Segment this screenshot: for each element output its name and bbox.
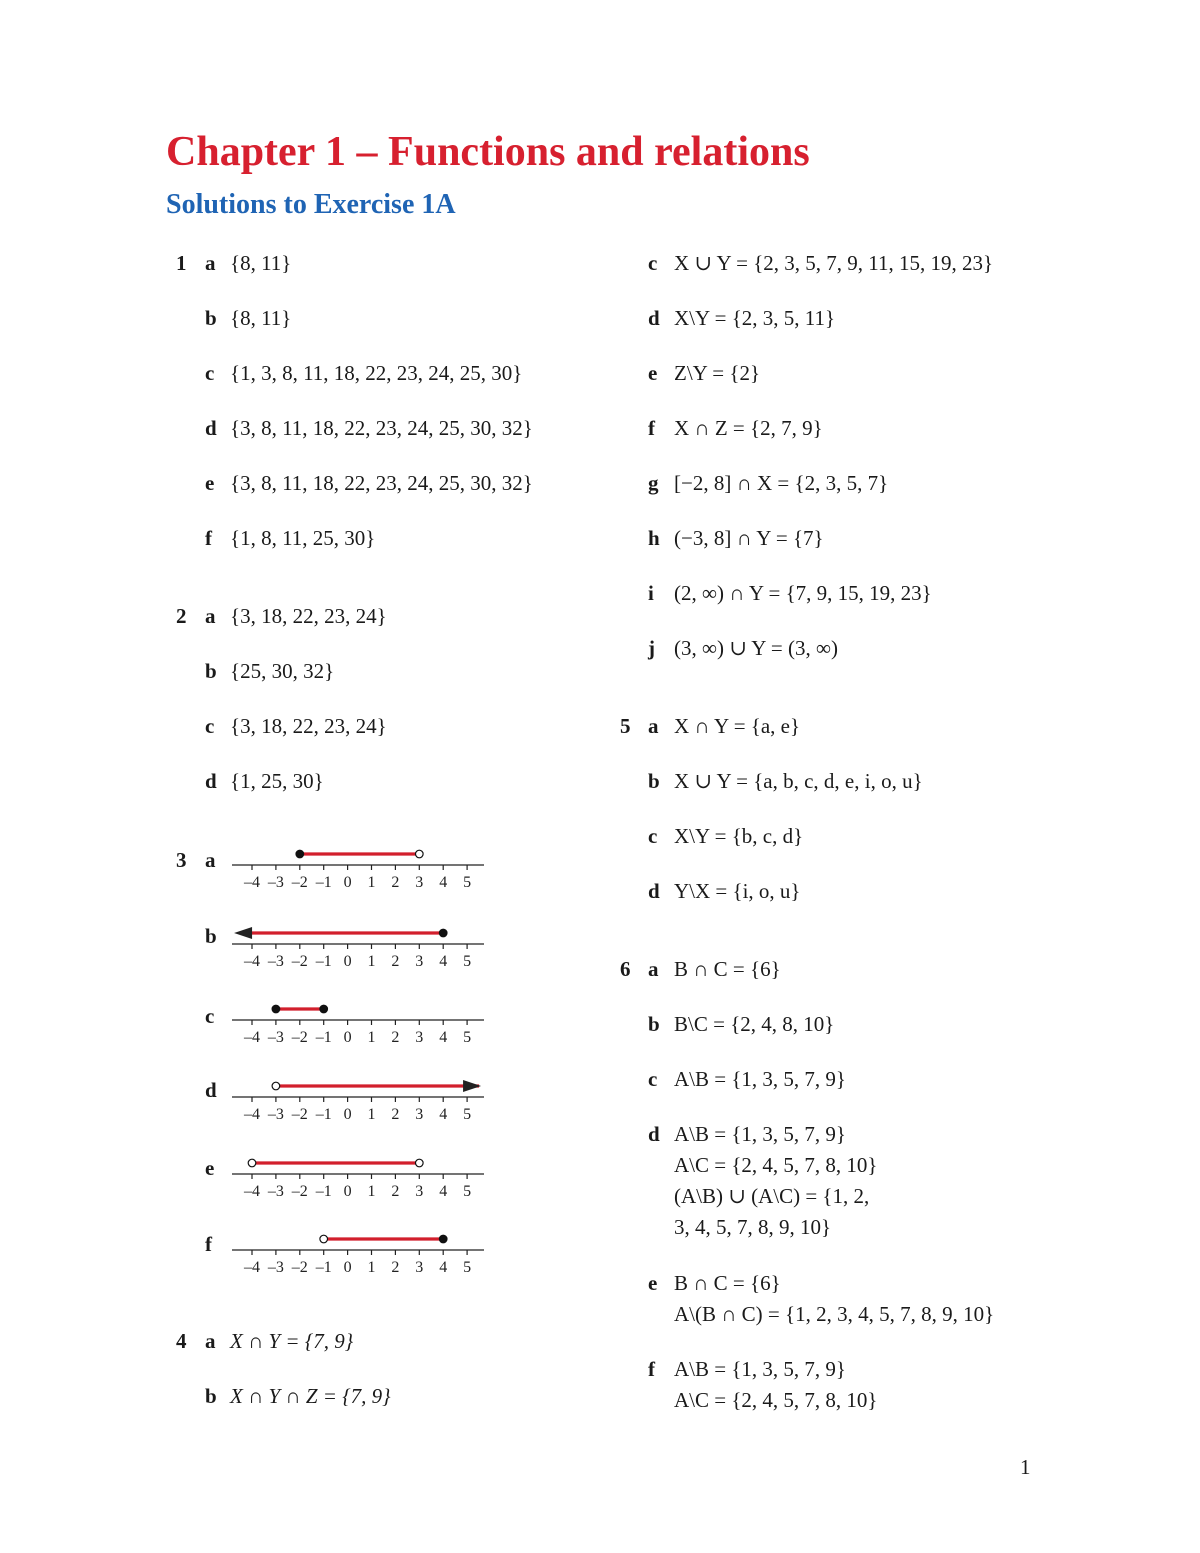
part-label: e	[648, 1271, 658, 1295]
closed-endpoint	[320, 1005, 328, 1013]
tick-label: 4	[439, 1259, 448, 1274]
answer-text: {1, 8, 11, 25, 30}	[230, 526, 376, 550]
answer-text: {3, 8, 11, 18, 22, 23, 24, 25, 30, 32}	[230, 471, 533, 495]
tick-label: 4	[439, 1183, 448, 1198]
part-label: d	[205, 416, 217, 440]
right-arrow	[463, 1080, 481, 1092]
answer-text-continued: A\C = {2, 4, 5, 7, 8, 10}	[674, 1388, 878, 1412]
answer-text: [−2, 8] ∩ X = {2, 3, 5, 7}	[674, 471, 889, 495]
number-line-d	[230, 1075, 486, 1121]
tick-label: 1	[367, 874, 376, 889]
tick-label: 1	[367, 953, 376, 968]
tick-label: –1	[315, 874, 332, 889]
number-line-f	[230, 1228, 486, 1274]
closed-endpoint	[439, 929, 447, 937]
part-label: b	[205, 659, 217, 683]
tick-label: 0	[343, 1259, 352, 1274]
part-label: c	[205, 714, 215, 738]
part-label: a	[648, 714, 659, 738]
question-number-1: 1	[176, 251, 187, 275]
answer-text: X ∩ Y = {7, 9}	[230, 1329, 354, 1353]
part-label: b	[205, 924, 217, 948]
question-number-5: 5	[620, 714, 631, 738]
answer-text: A\B = {1, 3, 5, 7, 9}	[674, 1122, 847, 1146]
part-label: a	[648, 957, 659, 981]
question-number-4: 4	[176, 1329, 187, 1353]
part-label: i	[648, 581, 654, 605]
tick-label: –3	[267, 1029, 284, 1044]
part-label: c	[648, 251, 658, 275]
section-title: Solutions to Exercise 1A	[166, 189, 456, 220]
answer-text: Z\Y = {2}	[674, 361, 761, 385]
tick-label: 5	[463, 1029, 472, 1044]
tick-label: 0	[343, 953, 352, 968]
tick-label: 4	[439, 953, 448, 968]
answer-text: X ∩ Y = {a, e}	[674, 714, 801, 738]
answer-text-continued: A\(B ∩ C) = {1, 2, 3, 4, 5, 7, 8, 9, 10}	[674, 1302, 995, 1326]
part-label: c	[205, 361, 215, 385]
part-label: h	[648, 526, 660, 550]
tick-label: –3	[267, 953, 284, 968]
tick-label: 4	[439, 1029, 448, 1044]
tick-label: –1	[315, 1259, 332, 1274]
part-label: d	[648, 1122, 660, 1146]
answer-text: {1, 3, 8, 11, 18, 22, 23, 24, 25, 30}	[230, 361, 523, 385]
tick-label: –2	[291, 1183, 308, 1198]
part-label: d	[648, 879, 660, 903]
tick-label: 0	[343, 1106, 352, 1121]
chapter-title: Chapter 1 – Functions and relations	[166, 129, 810, 175]
answer-text: {8, 11}	[230, 251, 292, 275]
left-arrow	[234, 927, 252, 939]
open-endpoint	[272, 1082, 280, 1090]
tick-label: 2	[391, 953, 400, 968]
closed-endpoint	[296, 850, 304, 858]
tick-label: –2	[291, 1259, 308, 1274]
answer-text-continued: (A\B) ∪ (A\C) = {1, 2,	[674, 1184, 870, 1208]
tick-label: 4	[439, 874, 448, 889]
answer-text: {25, 30, 32}	[230, 659, 335, 683]
answer-text: (2, ∞) ∩ Y = {7, 9, 15, 19, 23}	[674, 581, 932, 605]
tick-label: –4	[244, 1106, 260, 1121]
open-endpoint	[320, 1235, 328, 1243]
tick-label: –2	[291, 953, 308, 968]
question-number-6: 6	[620, 957, 631, 981]
tick-label: –3	[267, 1259, 284, 1274]
tick-label: 2	[391, 1106, 400, 1121]
tick-label: 3	[415, 874, 424, 889]
part-label: f	[648, 416, 655, 440]
tick-label: –4	[244, 1183, 260, 1198]
part-label: a	[205, 848, 216, 872]
open-endpoint	[416, 1159, 424, 1167]
tick-label: –4	[244, 953, 260, 968]
part-label: f	[205, 526, 212, 550]
question-number-2: 2	[176, 604, 187, 628]
tick-label: 3	[415, 1106, 424, 1121]
answer-text: B ∩ C = {6}	[674, 1271, 781, 1295]
answer-text: {3, 18, 22, 23, 24}	[230, 604, 387, 628]
tick-label: –4	[244, 1029, 260, 1044]
tick-label: 0	[343, 874, 352, 889]
part-label: e	[648, 361, 658, 385]
answer-text: A\B = {1, 3, 5, 7, 9}	[674, 1067, 847, 1091]
answer-text: X\Y = {2, 3, 5, 11}	[674, 306, 836, 330]
tick-label: 1	[367, 1106, 376, 1121]
answer-text-continued: 3, 4, 5, 7, 8, 9, 10}	[674, 1215, 832, 1239]
answer-text: B ∩ C = {6}	[674, 957, 781, 981]
part-label: a	[205, 1329, 216, 1353]
answer-text: B\C = {2, 4, 8, 10}	[674, 1012, 835, 1036]
tick-label: –2	[291, 874, 308, 889]
tick-label: –3	[267, 1183, 284, 1198]
part-label: b	[205, 306, 217, 330]
part-label: a	[205, 604, 216, 628]
tick-label: 2	[391, 1029, 400, 1044]
tick-label: 1	[367, 1183, 376, 1198]
answer-text: (3, ∞) ∪ Y = (3, ∞)	[674, 636, 838, 660]
part-label: b	[648, 769, 660, 793]
tick-label: –3	[267, 874, 284, 889]
tick-label: 4	[439, 1106, 448, 1121]
part-label: b	[205, 1384, 217, 1408]
part-label: c	[648, 1067, 658, 1091]
part-label: f	[648, 1357, 655, 1381]
tick-label: –1	[315, 1183, 332, 1198]
open-endpoint	[248, 1159, 256, 1167]
tick-label: 0	[343, 1183, 352, 1198]
open-endpoint	[416, 850, 424, 858]
part-label: f	[205, 1232, 212, 1256]
part-label: c	[648, 824, 658, 848]
answer-text: X ∪ Y = {2, 3, 5, 7, 9, 11, 15, 19, 23}	[674, 251, 994, 275]
answer-text: X ∩ Z = {2, 7, 9}	[674, 416, 823, 440]
part-label: d	[205, 1078, 217, 1102]
tick-label: 5	[463, 1259, 472, 1274]
tick-label: 5	[463, 874, 472, 889]
tick-label: 5	[463, 1183, 472, 1198]
tick-label: 3	[415, 1029, 424, 1044]
answer-text: X ∩ Y ∩ Z = {7, 9}	[230, 1384, 391, 1408]
answer-text: A\B = {1, 3, 5, 7, 9}	[674, 1357, 847, 1381]
tick-label: –2	[291, 1029, 308, 1044]
answer-text: {8, 11}	[230, 306, 292, 330]
question-number-3: 3	[176, 848, 187, 872]
part-label: a	[205, 251, 216, 275]
tick-label: 5	[463, 953, 472, 968]
answer-text: {3, 18, 22, 23, 24}	[230, 714, 387, 738]
tick-label: 2	[391, 874, 400, 889]
tick-label: 1	[367, 1029, 376, 1044]
answer-text: X\Y = {b, c, d}	[674, 824, 804, 848]
answer-text: (−3, 8] ∩ Y = {7}	[674, 526, 824, 550]
part-label: d	[205, 769, 217, 793]
page-number: 1	[1020, 1455, 1031, 1479]
part-label: c	[205, 1004, 215, 1028]
tick-label: –4	[244, 874, 260, 889]
part-label: e	[205, 1156, 215, 1180]
part-label: g	[648, 471, 659, 495]
number-line-a	[230, 843, 486, 889]
answer-text: Y\X = {i, o, u}	[674, 879, 801, 903]
tick-label: 3	[415, 1183, 424, 1198]
number-line-e	[230, 1152, 486, 1198]
tick-label: 3	[415, 1259, 424, 1274]
tick-label: 2	[391, 1183, 400, 1198]
tick-label: 3	[415, 953, 424, 968]
closed-endpoint	[439, 1235, 447, 1243]
part-label: e	[205, 471, 215, 495]
answer-text: X ∪ Y = {a, b, c, d, e, i, o, u}	[674, 769, 923, 793]
tick-label: 1	[367, 1259, 376, 1274]
tick-label: 0	[343, 1029, 352, 1044]
tick-label: 2	[391, 1259, 400, 1274]
answer-text-continued: A\C = {2, 4, 5, 7, 8, 10}	[674, 1153, 878, 1177]
part-label: j	[648, 636, 655, 660]
tick-label: 5	[463, 1106, 472, 1121]
closed-endpoint	[272, 1005, 280, 1013]
tick-label: –4	[244, 1259, 260, 1274]
answer-text: {3, 8, 11, 18, 22, 23, 24, 25, 30, 32}	[230, 416, 533, 440]
number-line-b	[230, 922, 486, 968]
answer-text: {1, 25, 30}	[230, 769, 324, 793]
tick-label: –1	[315, 1106, 332, 1121]
number-line-c	[230, 998, 486, 1044]
tick-label: –1	[315, 953, 332, 968]
part-label: d	[648, 306, 660, 330]
tick-label: –3	[267, 1106, 284, 1121]
tick-label: –2	[291, 1106, 308, 1121]
tick-label: –1	[315, 1029, 332, 1044]
part-label: b	[648, 1012, 660, 1036]
